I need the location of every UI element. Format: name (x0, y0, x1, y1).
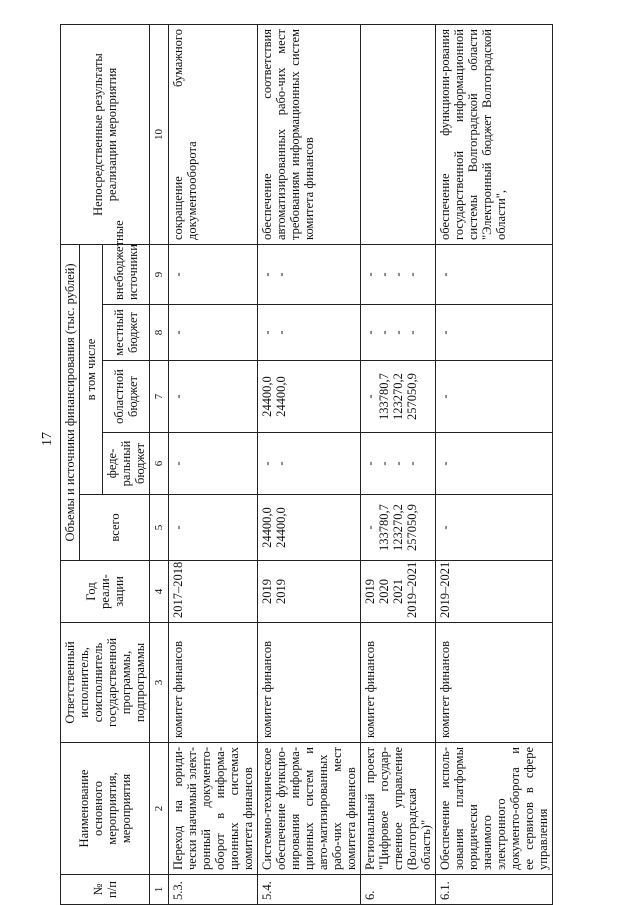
table-row (436, 25, 553, 905)
col-number: 9 (150, 245, 169, 305)
row-years: 2019 2019 (258, 561, 361, 623)
row-offbudget: - - - - (361, 245, 436, 305)
column-number-row (150, 25, 169, 905)
row-total: 24400,0 24400,0 (258, 495, 361, 561)
row-federal: - (436, 433, 553, 495)
row-executor: комитет финансов (361, 623, 436, 743)
header-local: местный бюджет (103, 305, 150, 361)
row-executor: комитет финансов (169, 623, 258, 743)
table-row (258, 25, 361, 905)
row-offbudget: - (169, 245, 258, 305)
row-total: - 133780,7 123270,2 257050,9 (361, 495, 436, 561)
col-number: 5 (150, 495, 169, 561)
col-number: 7 (150, 361, 169, 433)
row-federal: - (169, 433, 258, 495)
row-federal: - - - - (361, 433, 436, 495)
row-years: 2019 2020 2021 2019–2021 (361, 561, 436, 623)
row-federal: - - (258, 433, 361, 495)
row-num: 5.3. (169, 875, 258, 905)
header-results: Непосредственные результаты реализации мероприятия (61, 25, 150, 245)
row-local: - - (258, 305, 361, 361)
row-regional: - (436, 361, 553, 433)
row-regional: - (169, 361, 258, 433)
rotated-table-container (60, 25, 600, 905)
row-offbudget: - (436, 245, 553, 305)
row-local: - - - - (361, 305, 436, 361)
row-local: - (436, 305, 553, 361)
header-executor: Ответственный исполнитель, соисполнитель государственной программы, подпрограммы (61, 623, 150, 743)
row-result: обеспечение функциони-рования государственной информационной системы Волгоградской области "Электронный бюджет Волгоградской области", (436, 25, 553, 245)
col-number: 10 (150, 25, 169, 245)
row-executor: комитет финансов (436, 623, 553, 743)
table-row (361, 25, 436, 905)
row-offbudget: - - (258, 245, 361, 305)
header-finance: Объемы и источники финансирования (тыс. рублей) (61, 245, 80, 561)
header-offbudget: внебюджетные источники (103, 245, 150, 305)
header-total: всего (80, 495, 150, 561)
row-num: 6. (361, 875, 436, 905)
program-table (60, 24, 553, 905)
row-result: сокращение бумажного документооборота (169, 25, 258, 245)
row-result (361, 25, 436, 245)
row-name: Системно-техническое обеспечение функцио-нирования информа-ционных систем и авто-матизированных рабо-чих мест комитета финансов (258, 743, 361, 875)
row-years: 2017–2018 (169, 561, 258, 623)
row-total: - (169, 495, 258, 561)
col-number: 8 (150, 305, 169, 361)
header-in-that-number: в том числе (80, 245, 103, 495)
col-number: 6 (150, 433, 169, 495)
header-regional: областной бюджет (103, 361, 150, 433)
row-regional: - 133780,7 123270,2 257050,9 (361, 361, 436, 433)
header-row-1 (61, 25, 80, 905)
header-federal: феде-ральный бюджет (103, 433, 150, 495)
row-years: 2019–2021 (436, 561, 553, 623)
row-num: 6.1. (436, 875, 553, 905)
row-result: обеспечение соответствия автоматизированных рабо-чих мест требованиям информационных систем комитета финансов (258, 25, 361, 245)
col-number: 3 (150, 623, 169, 743)
table-row (169, 25, 258, 905)
row-regional: 24400,0 24400,0 (258, 361, 361, 433)
col-number: 2 (150, 743, 169, 875)
row-name: Региональный проект "Цифровое государ-ственное управление (Волгоградская область)" (361, 743, 436, 875)
header-year: Год реали-зации (61, 561, 150, 623)
header-num: № п/п (61, 875, 150, 905)
row-num: 5.4. (258, 875, 361, 905)
col-number: 4 (150, 561, 169, 623)
row-executor: комитет финансов (258, 623, 361, 743)
row-total: - (436, 495, 553, 561)
row-name: Обеспечение исполь-зования платформы юридически значимого электронного документо-оборота и ее сервисов в сфере управления (436, 743, 553, 875)
header-name: Наименование основного мероприятия, мероприятия (61, 743, 150, 875)
col-number: 1 (150, 875, 169, 905)
row-local: - (169, 305, 258, 361)
page-number: 17 (40, 432, 55, 446)
row-name: Переход на юриди-чески значимый элект-ронный документо-оборот в информа-ционных системах комитета финансов (169, 743, 258, 875)
